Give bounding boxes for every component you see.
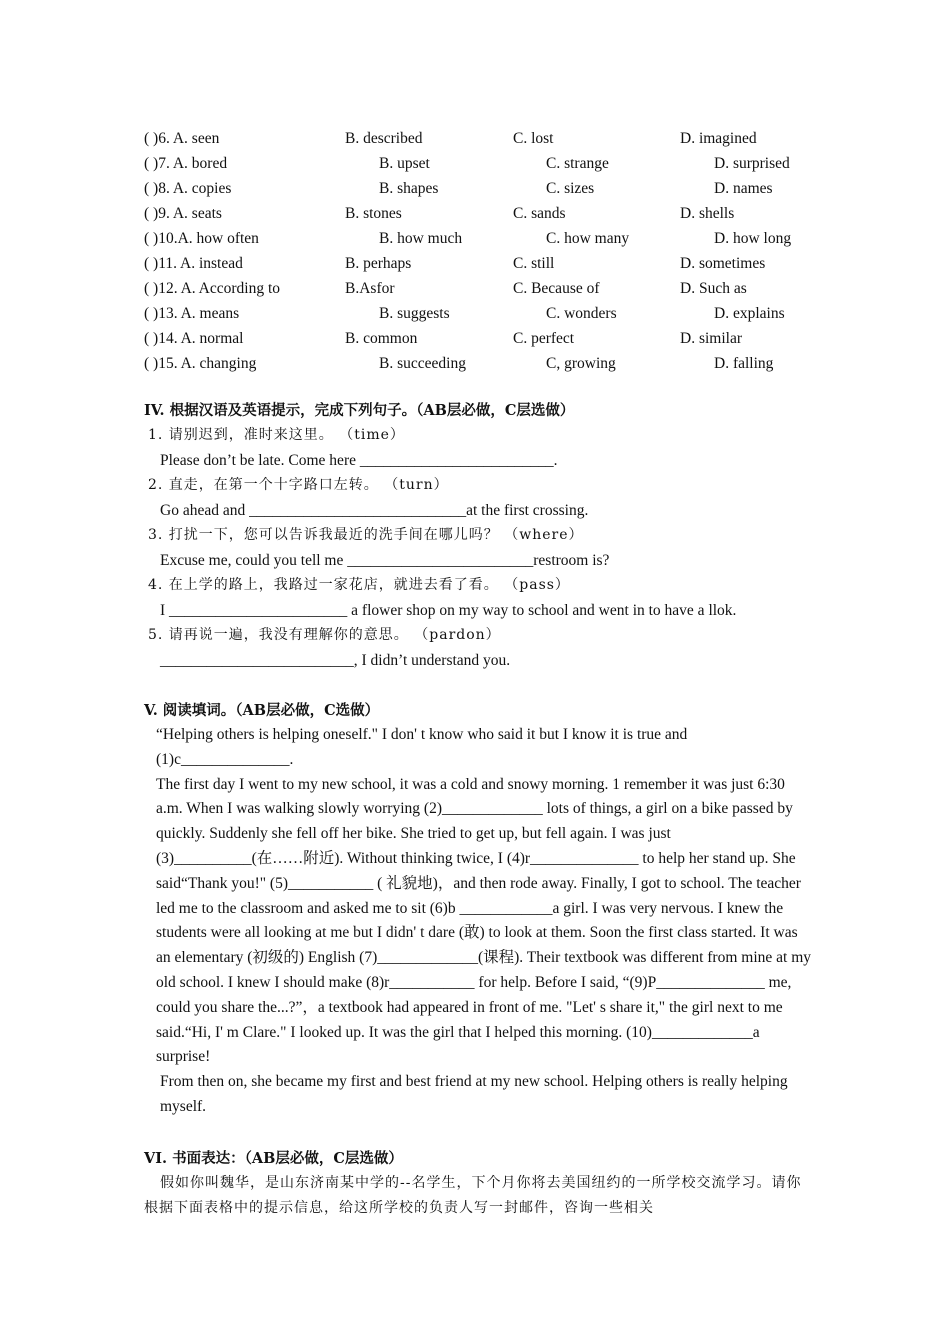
s4-item-1-cn: 1. 请别迟到，准时来这里。 （time）: [148, 427, 405, 443]
mcq-question-option-a: ( )8. A. copies: [144, 180, 232, 197]
s4-item-5-en: _________________________, I didn’t understand you.: [160, 652, 511, 669]
mcq-option-b: B. upset: [379, 155, 430, 172]
mcq-question-option-a: ( )11. A. instead: [144, 255, 243, 272]
mcq-row: [144, 251, 824, 276]
section-vi: [144, 1146, 814, 1221]
mcq-option-b: B. shapes: [379, 180, 439, 197]
mcq-option-d: D. shells: [680, 205, 735, 222]
mcq-option-b: B. how much: [379, 230, 463, 247]
mcq-row: [144, 126, 824, 151]
mcq-row: [144, 151, 824, 176]
mcq-row: [144, 201, 824, 226]
s4-item-2-cn: 2. 直走，在第一个十字路口左转。 （turn）: [148, 477, 449, 493]
mcq-option-b: B. common: [345, 330, 418, 347]
mcq-option-d: D. similar: [680, 330, 742, 347]
mcq-option-c: C. lost: [513, 130, 554, 147]
mcq-option-d: D. falling: [714, 355, 774, 372]
s5-paragraph-1: “Helping others is helping oneself." I don' t know who said it but I know it is true and (1)c______________.: [156, 726, 688, 768]
mcq-option-b: B.Asfor: [345, 280, 395, 297]
s4-item-3-cn: 3. 打扰一下，您可以告诉我最近的洗手间在哪儿吗？ （where）: [148, 527, 584, 543]
mcq-question-option-a: ( )6. A. seen: [144, 130, 220, 147]
mcq-question-option-a: ( )12. A. According to: [144, 280, 281, 297]
s6-paragraph-1: 假如你叫魏华，是山东济南某中学的--名学生，下个月你将去美国纽约的一所学校交流学习。请你根据下面表格中的提示信息，给这所学校的负责人写一封邮件，咨询一些相关: [144, 1175, 802, 1216]
mcq-question-option-a: ( )13. A. means: [144, 305, 240, 322]
mcq-option-d: D. Such as: [680, 280, 747, 297]
mcq-option-c: C. sizes: [546, 180, 595, 197]
mcq-option-d: D. sometimes: [680, 255, 766, 272]
mcq-option-c: C. still: [513, 255, 555, 272]
mcq-question-option-a: ( )10.A. how often: [144, 230, 259, 247]
mcq-option-c: C. strange: [546, 155, 609, 172]
mcq-option-b: B. described: [345, 130, 423, 147]
mcq-row: [144, 351, 824, 376]
section-iv: [144, 398, 814, 673]
mcq-option-b: B. succeeding: [379, 355, 466, 372]
mcq-option-d: D. explains: [714, 305, 785, 322]
section-v-heading: V. 阅读填词。（AB层必做，C选做）: [144, 702, 380, 719]
mcq-question-option-a: ( )9. A. seats: [144, 205, 222, 222]
mcq-row: [144, 276, 824, 301]
mcq-option-c: C. Because of: [513, 280, 600, 297]
mcq-option-c: C. wonders: [546, 305, 617, 322]
s5-paragraph-2: The first day I went to my new school, it was a cold and snowy morning. 1 remember it was just 6:30 a.m. When I was walking slowly worrying (2)_____________ lots of things, a girl on a bike passed by quickly. Suddenly she fell off her bike. She tried to get up, but fell again. I was just (3)__________(在……附近). Without thinking twice, I (4)r______________ to help her stand up. She said“Thank you!" (5)___________ ( 礼貌地)，and then rode away. Finally, I got to school. The teacher led me to the classroom and asked me to sit (6)b ____________a girl. I was very nervous. I knew the students were all looking at me but I didn' t dare (敢) to look at them. Soon the first class started. It was an elementary (初级的) English (7)_____________(课程). Their textbook was different from mine at my old school. I knew I should make (8)r___________ for help. Before I said, “(9)P______________ me, could you share the...?”，a textbook had appeared in front of me. "Let' s share it," the girl next to me said.“Hi, I' m Clare." I looked up. It was the girl that I helped this morning. (10)_____________a surprise!: [156, 775, 812, 1066]
section-vi-heading: VI. 书面表达：（AB层必做，C层选做）: [144, 1150, 403, 1167]
mcq-option-c: C. perfect: [513, 330, 575, 347]
mcq-option-d: D. imagined: [680, 130, 757, 147]
s4-item-2-en: Go ahead and ____________________________at the first crossing.: [160, 502, 589, 519]
mcq-option-b: B. suggests: [379, 305, 450, 322]
mcq-question-option-a: ( )7. A. bored: [144, 155, 228, 172]
mcq-row: [144, 326, 824, 351]
mcq-row: [144, 301, 824, 326]
mcq-option-c: C. how many: [546, 230, 630, 247]
multiple-choice-list: [144, 126, 824, 376]
section-iv-heading: IV. 根据汉语及英语提示，完成下列句子。（AB层必做，C层选做）: [144, 402, 575, 419]
mcq-option-b: B. perhaps: [345, 255, 412, 272]
mcq-option-d: D. names: [714, 180, 773, 197]
s4-item-1-en: Please don’t be late. Come here _________________________.: [160, 452, 558, 469]
mcq-row: [144, 176, 824, 201]
mcq-question-option-a: ( )15. A. changing: [144, 355, 257, 372]
s4-item-5-cn: 5. 请再说一遍，我没有理解你的意思。 （pardon）: [148, 627, 501, 643]
s5-paragraph-3: From then on, she became my first and best friend at my new school. Helping others is really helping myself.: [160, 1073, 788, 1115]
s4-item-3-en: Excuse me, could you tell me ________________________restroom is?: [160, 552, 610, 569]
section-v: [144, 698, 814, 1120]
mcq-question-option-a: ( )14. A. normal: [144, 330, 244, 347]
mcq-option-d: D. surprised: [714, 155, 790, 172]
s4-item-4-en: I _______________________ a flower shop on my way to school and went in to have a llok.: [160, 602, 737, 619]
mcq-row: [144, 226, 824, 251]
mcq-option-b: B. stones: [345, 205, 402, 222]
s4-item-4-cn: 4. 在上学的路上，我路过一家花店，就进去看了看。 （pass）: [148, 577, 570, 593]
mcq-option-c: C. sands: [513, 205, 566, 222]
mcq-option-c: C, growing: [546, 355, 616, 372]
mcq-option-d: D. how long: [714, 230, 792, 247]
